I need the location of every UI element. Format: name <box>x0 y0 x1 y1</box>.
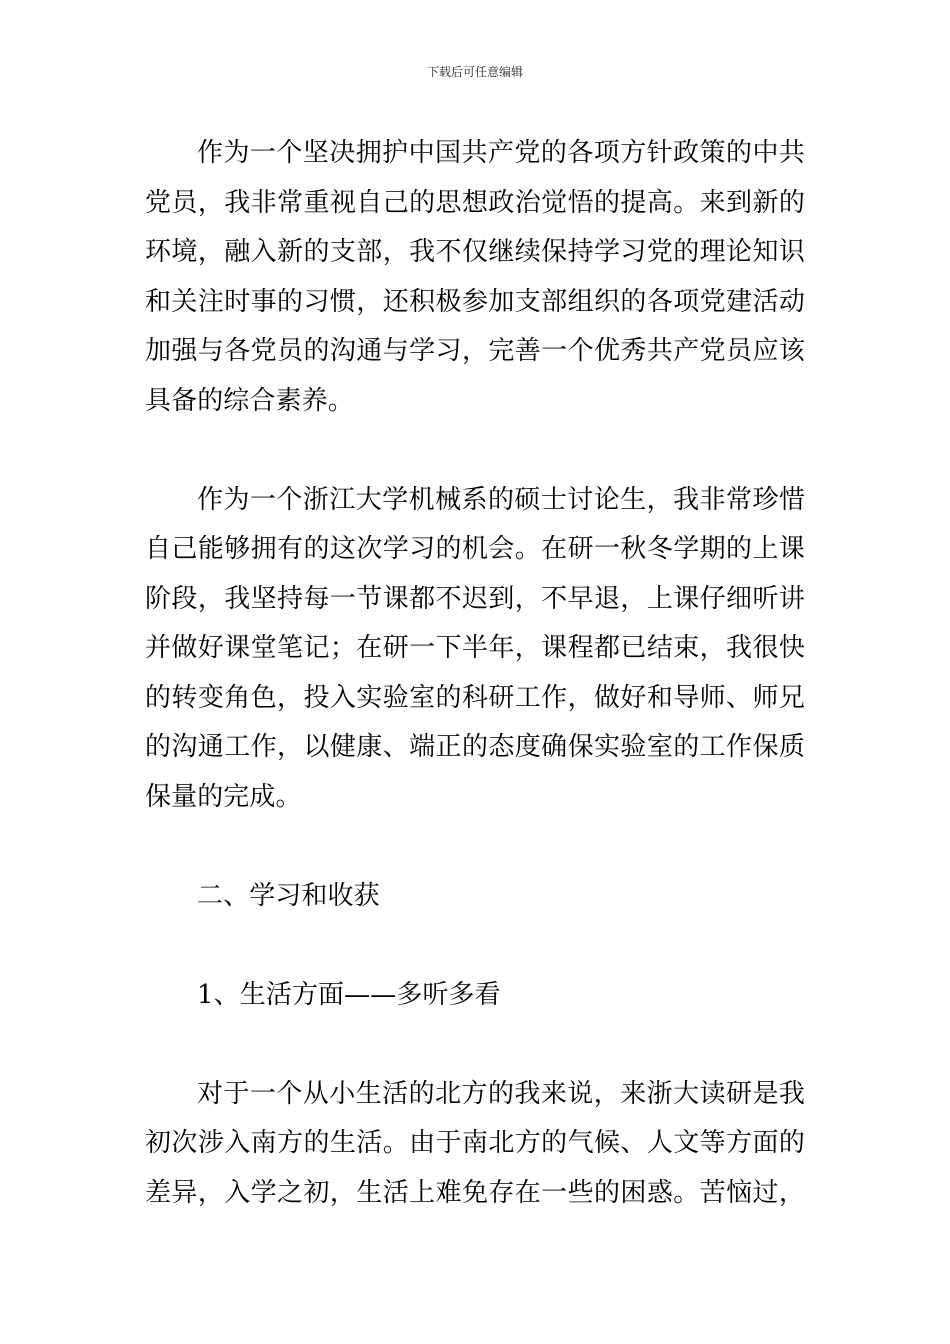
paragraph-spacer <box>145 921 805 971</box>
page-header-note: 下载后可任意编辑 <box>426 65 523 79</box>
paragraph-line: 差异，入学之初，生活上难免存在一些的困惑。苦恼过， <box>145 1177 805 1208</box>
paragraph-line: 作为一个坚决拥护中国共产党的各项方针政策的中共 <box>197 138 805 168</box>
document-body <box>145 129 805 1218</box>
paragraph-line: 保量的完成。 <box>145 781 302 812</box>
paragraph-graduate-study <box>145 476 805 823</box>
paragraph-party-member <box>145 129 805 426</box>
paragraph-spacer <box>145 426 805 476</box>
paragraph-line: 并做好课堂笔记；在研一下半年，课程都已结束，我很快 <box>145 633 805 663</box>
paragraph-spacer <box>145 1020 805 1070</box>
paragraph-line: 作为一个浙江大学机械系的硕士讨论生，我非常珍惜 <box>197 484 805 515</box>
paragraph-line: 的沟通工作，以健康、端正的态度确保实验室的工作保质 <box>145 732 805 762</box>
paragraph-line: 的转变角色，投入实验室的科研工作，做好和导师、师兄 <box>145 682 805 713</box>
paragraph-line: 党员，我非常重视自己的思想政治觉悟的提高。来到新的 <box>145 187 805 218</box>
paragraph-line: 加强与各党员的沟通与学习，完善一个优秀共产党员应该 <box>145 336 805 366</box>
paragraph-line: 环境，融入新的支部，我不仅继续保持学习党的理论知识 <box>145 237 805 267</box>
paragraph-southern-life <box>145 1070 805 1219</box>
paragraph-line: 对于一个从小生活的北方的我来说，来浙大读研是我 <box>197 1078 805 1109</box>
paragraph-spacer <box>145 822 805 872</box>
paragraph-line: 具备的综合素养。 <box>145 385 354 416</box>
paragraph-line: 阶段，我坚持每一节课都不迟到，不早退，上课仔细听讲 <box>145 583 805 614</box>
paragraph-line: 自己能够拥有的这次学习的机会。在研一秋冬学期的上课 <box>145 534 805 564</box>
paragraph-line: 初次涉入南方的生活。由于南北方的气候、人文等方面的 <box>145 1128 805 1158</box>
subsection-heading-life: 1、生活方面——多听多看 <box>197 979 501 1010</box>
section-heading-study-and-gains: 二、学习和收获 <box>197 880 380 911</box>
paragraph-line: 和关注时事的习惯，还积极参加支部组织的各项党建活动 <box>145 286 805 317</box>
